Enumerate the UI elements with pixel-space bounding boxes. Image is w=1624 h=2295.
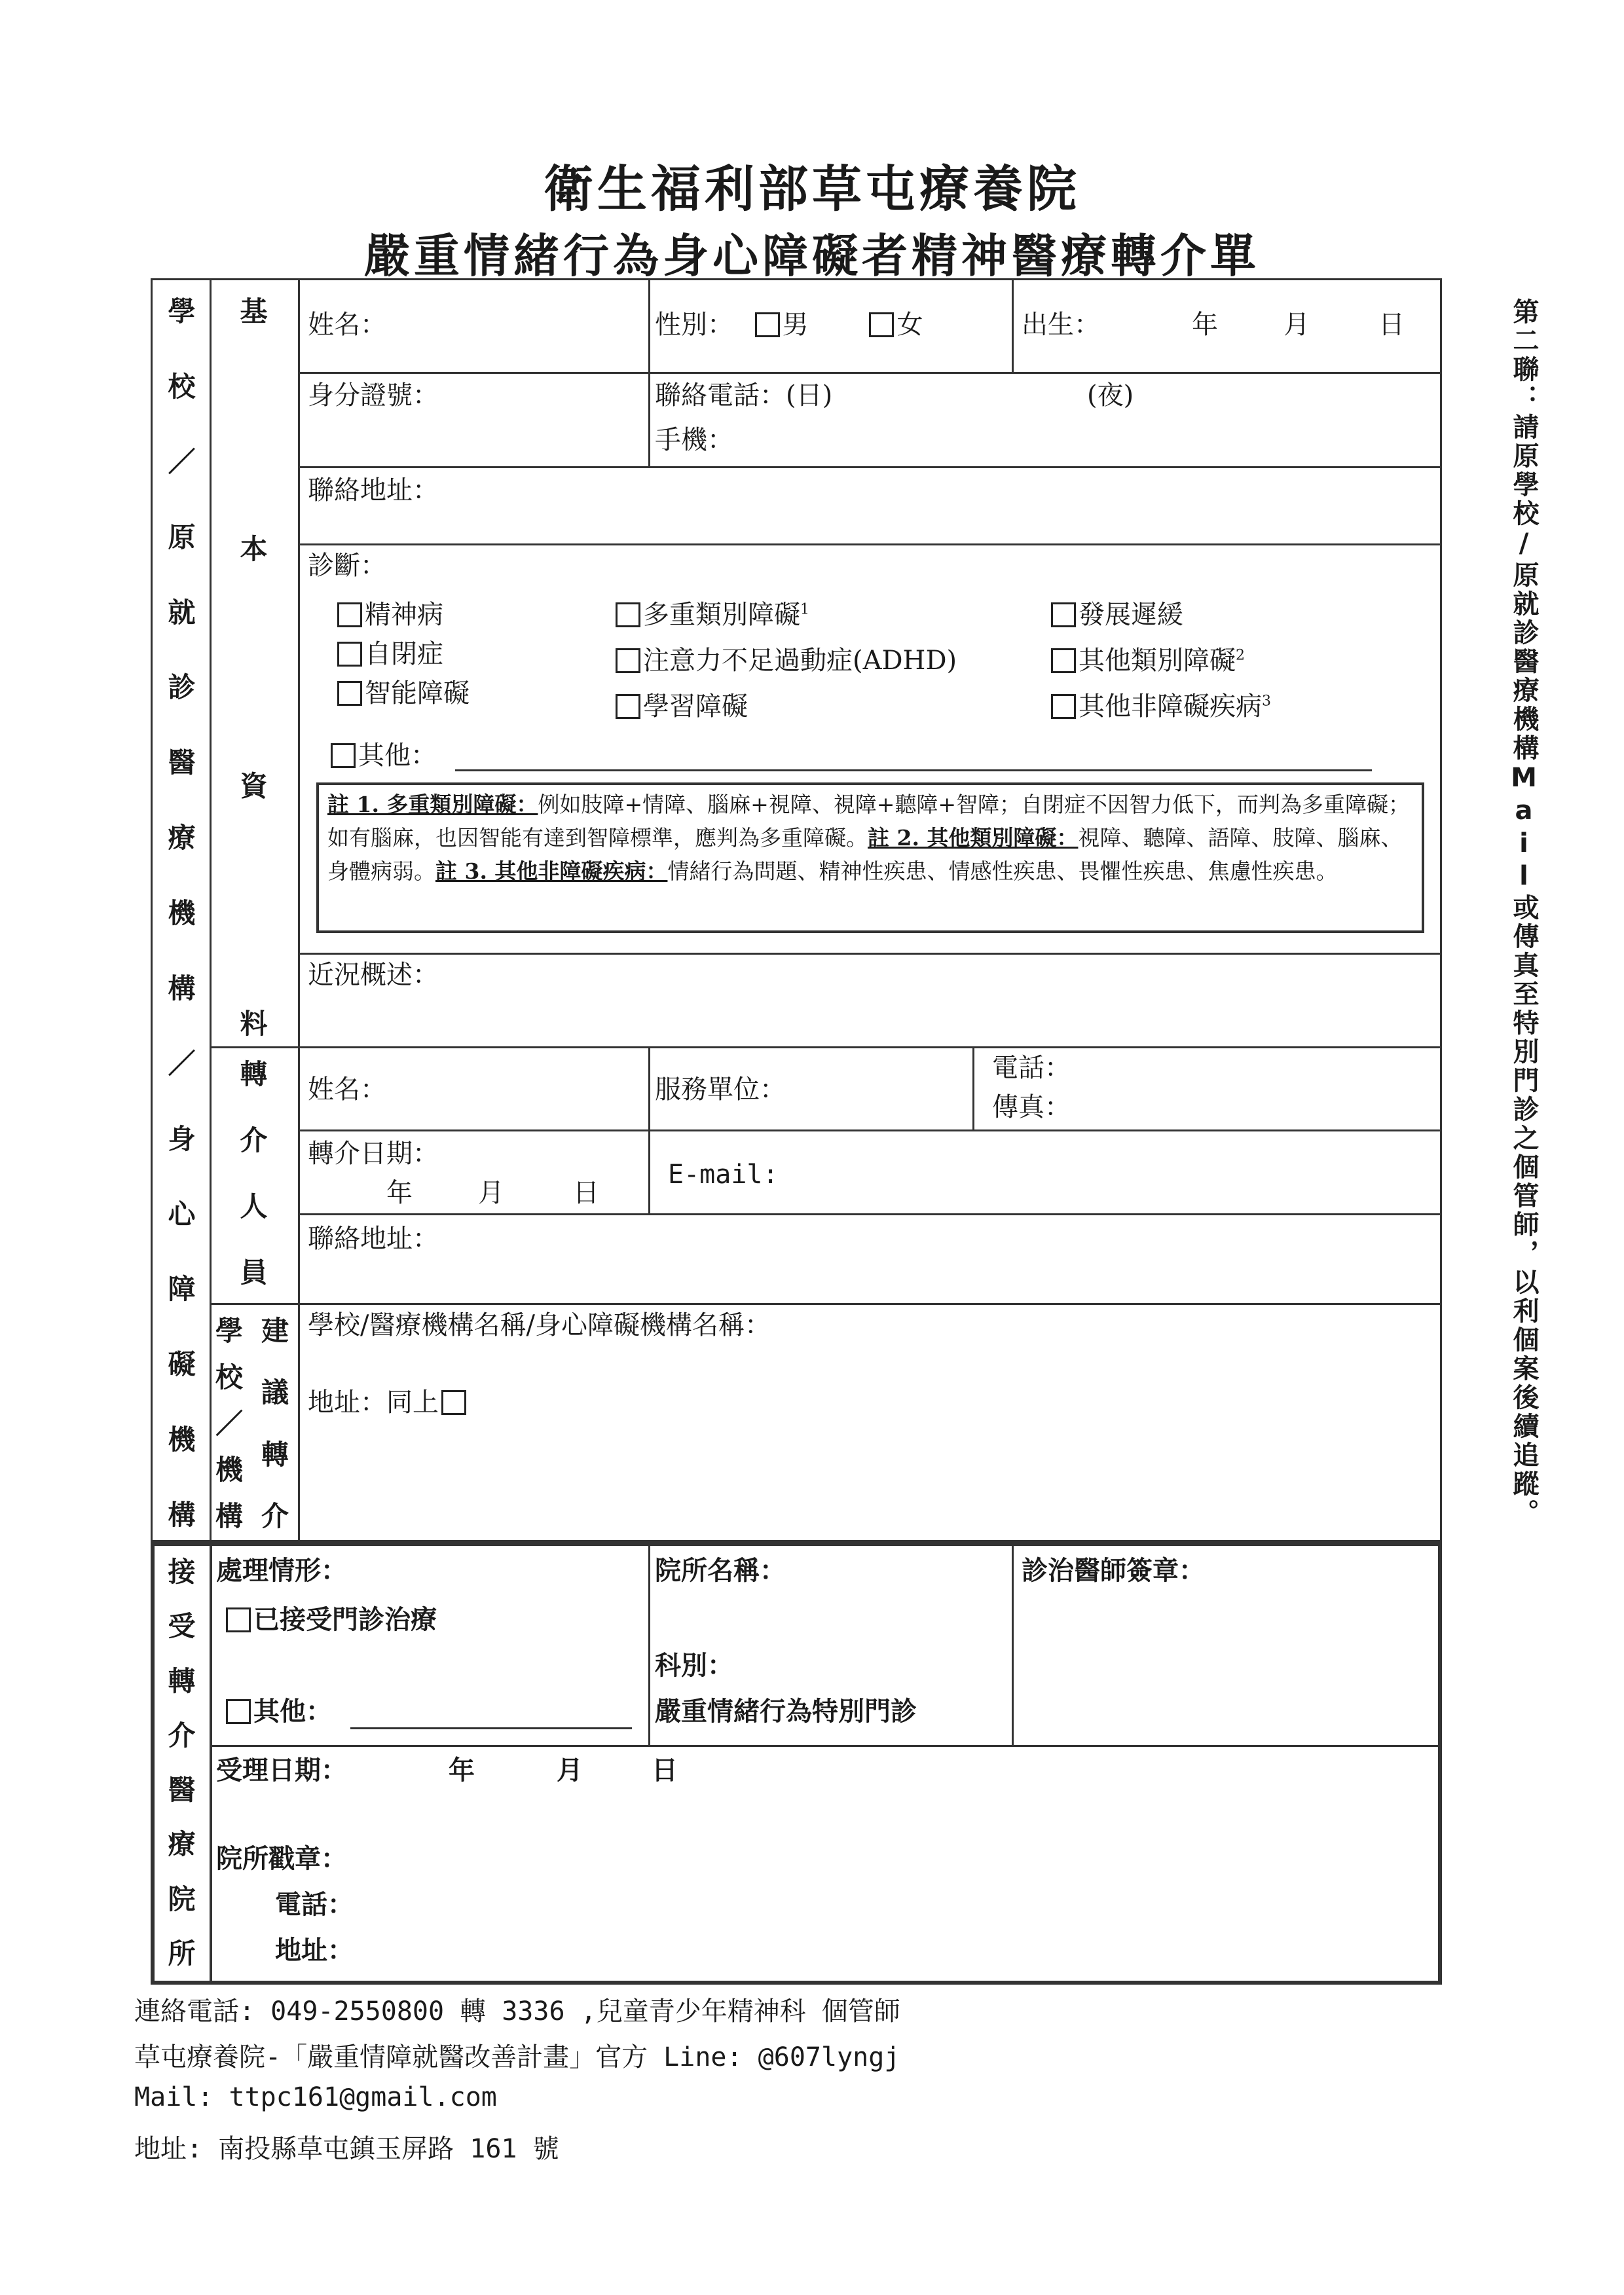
school-label-char: 校 [168, 370, 196, 403]
basic-label-char: 基 [240, 295, 268, 327]
footer-line: 草屯療養院-「嚴重情障就醫改善計畫」官方 Line: @607lyngj [134, 2042, 900, 2072]
male-label: 男 [782, 310, 809, 340]
dx-autism-checkbox[interactable] [337, 642, 362, 667]
dx-other-input-line[interactable] [455, 769, 1372, 771]
referral-day: 日 [573, 1178, 599, 1208]
hospital-name: 衛生福利部草屯療養院 [544, 160, 1080, 218]
basic-address-label: 聯絡地址： [308, 475, 439, 505]
referrer-label-char: 轉 [240, 1058, 268, 1090]
suggest-label-b-char: 介 [261, 1499, 289, 1532]
suggest-label-a-char: 學 [215, 1315, 243, 1347]
dx-delay-checkbox[interactable] [1051, 602, 1076, 627]
suggest-label-a-char: 構 [215, 1500, 243, 1532]
mobile-label: 手機： [655, 425, 733, 455]
school-label-char: 學 [168, 295, 196, 327]
receive-label-char: 接 [168, 1556, 196, 1588]
referral-date-label: 轉介日期： [308, 1139, 439, 1169]
female-checkbox[interactable] [869, 312, 894, 337]
receive-label-char: 院 [168, 1882, 196, 1915]
side-instruction: 第二聯：請原學校/原就診醫療機構Mail或傳真至特別門診之個管師，以利個案後續追蹤。 [1509, 298, 1539, 1528]
form-title: 嚴重情緒行為身心障礙者精神醫療轉介單 [364, 229, 1260, 283]
receive-label-char: 療 [168, 1828, 196, 1861]
school-label-char: 診 [168, 671, 196, 704]
id-number-label: 身分證號： [308, 380, 439, 411]
basic-label-char: 資 [240, 770, 268, 803]
school-label-char: 原 [168, 521, 196, 553]
school-label-char: 構 [168, 1499, 196, 1531]
dx-learning: 學習障礙 [616, 691, 748, 722]
dx-other: 其他： [331, 740, 437, 771]
phone-night-label: (夜) [1087, 380, 1134, 411]
hospital-name-label: 院所名稱： [655, 1556, 786, 1586]
accepted-checkbox[interactable] [226, 1607, 251, 1632]
section-label-receive [157, 1558, 206, 1968]
section-label-basic [226, 295, 282, 1040]
school-label-char: 構 [168, 972, 196, 1004]
receive-other-option: 其他： [226, 1696, 332, 1727]
hospital-tel-label: 電話： [275, 1890, 354, 1920]
suggest-label-b-char: 轉 [261, 1438, 289, 1471]
basic-label-char: 料 [240, 1007, 268, 1040]
referrer-name-label: 姓名： [308, 1074, 386, 1105]
receive-label-char: 醫 [168, 1774, 196, 1807]
dx-adhd-checkbox[interactable] [616, 648, 640, 673]
department-label: 科別： [655, 1651, 733, 1681]
dx-other-type: 其他類別障礙$^2$ [1051, 645, 1245, 676]
receive-label-char: 所 [168, 1937, 196, 1970]
receive-other-checkbox[interactable] [226, 1699, 251, 1724]
receive-day: 日 [652, 1755, 678, 1786]
school-label-char: 機 [168, 897, 196, 929]
school-label-char: 機 [168, 1423, 196, 1456]
dx-other-type-checkbox[interactable] [1051, 648, 1076, 673]
diagnosis-notes: 註 1. 多重類別障礙：例如肢障+情障、腦麻+視障、視障+聽障+智障；自閉症不因智力低下，而判為多重障礙；如有腦麻，也因智能有達到智障標準，應判為多重障礙。註 2. 其他類別障礙：視障、聽障、語障、肢障、腦麻、身體病弱。註 3. 其他非障礙疾病：情緒行為問題、精神性疾患、情感性疾患、畏懼性疾患、焦慮性疾患。 [327, 792, 1411, 885]
accepted-option: 已接受門診治療 [226, 1604, 437, 1636]
dx-autism: 自閉症 [337, 638, 443, 670]
dx-adhd: 注意力不足過動症(ADHD) [616, 645, 957, 676]
footer-contact: 連絡電話: 049-2550800 轉 3336 ,兒童青少年精神科 個管師 [134, 1996, 900, 2027]
footer-mail: Mail: ttpc161@gmail.com [134, 2082, 497, 2112]
school-label-char: 礙 [168, 1348, 196, 1381]
hospital-stamp-label: 院所戳章： [216, 1844, 347, 1874]
department-value: 嚴重情緒行為特別門診 [655, 1697, 917, 1727]
section-label-school [157, 295, 206, 1531]
dx-delay: 發展遲緩 [1051, 599, 1183, 631]
suggest-label-a-char: ／ [215, 1407, 243, 1440]
referrer-label-char: 人 [240, 1190, 268, 1222]
school-label-char: 就 [168, 596, 196, 629]
footer-address: 地址: 南投縣草屯鎮玉屏路 161 號 [134, 2134, 559, 2164]
school-label-char: 心 [168, 1198, 196, 1230]
referrer-email-label: E-mail: [668, 1160, 779, 1190]
suggest-label-a-char: 機 [215, 1454, 243, 1486]
receive-label-char: 受 [168, 1610, 196, 1643]
referrer-fax-label: 傳真： [992, 1092, 1071, 1122]
school-label-char: 療 [168, 822, 196, 854]
dx-psychosis-checkbox[interactable] [337, 602, 362, 627]
dx-other-non-checkbox[interactable] [1051, 694, 1076, 719]
gender-label: 性別： 男 女 [655, 310, 923, 340]
same-as-above-checkbox[interactable] [441, 1390, 466, 1415]
dx-multiple: 多重類別障礙$^1$ [616, 599, 809, 631]
dx-multiple-checkbox[interactable] [616, 602, 640, 627]
basic-label-char: 本 [240, 532, 268, 565]
suggest-label-a-char: 校 [215, 1361, 243, 1393]
referrer-unit-label: 服務單位： [655, 1074, 786, 1105]
receive-label-char: 轉 [168, 1664, 196, 1697]
dx-psychosis: 精神病 [337, 599, 443, 631]
referral-year: 年 [386, 1178, 413, 1208]
dx-learning-checkbox[interactable] [616, 694, 640, 719]
birth-month: 月 [1283, 310, 1310, 340]
school-label-char: 身 [168, 1122, 196, 1155]
female-label: 女 [896, 310, 923, 340]
referrer-address-label: 聯絡地址： [308, 1224, 439, 1254]
receive-month: 月 [557, 1755, 583, 1786]
birth-label: 出生： [1022, 310, 1100, 340]
receive-other-input-line[interactable] [350, 1727, 632, 1729]
school-label-char: ／ [168, 445, 196, 478]
phone-day-label: 聯絡電話：(日) [655, 380, 833, 411]
referral-month: 月 [478, 1178, 504, 1208]
doctor-signature-label: 診治醫師簽章： [1022, 1556, 1205, 1586]
male-checkbox[interactable] [755, 312, 780, 337]
referrer-tel-label: 電話： [992, 1053, 1071, 1083]
receive-label-char: 介 [168, 1719, 196, 1752]
dx-intellectual-checkbox[interactable] [337, 681, 362, 706]
basic-name-label: 姓名： [308, 310, 386, 340]
dx-intellectual: 智能障礙 [337, 678, 470, 709]
section-label-suggest-b [259, 1317, 291, 1530]
receive-date-label: 受理日期： [216, 1755, 347, 1786]
recent-status-label: 近況概述： [308, 960, 439, 990]
referrer-label-char: 員 [240, 1257, 268, 1289]
school-label-char: ／ [168, 1047, 196, 1080]
receive-year: 年 [449, 1755, 475, 1786]
school-label-char: 醫 [168, 746, 196, 779]
suggest-label-b-char: 議 [261, 1376, 289, 1409]
suggest-label-b-char: 建 [261, 1315, 289, 1347]
section-label-suggest-a [213, 1317, 246, 1530]
hospital-address-label: 地址： [275, 1936, 354, 1966]
dx-other-checkbox[interactable] [331, 743, 356, 768]
suggest-address-label: 地址：同上 [308, 1387, 469, 1418]
diagnosis-label: 診斷： [308, 551, 386, 581]
section-label-referrer [226, 1058, 282, 1289]
birth-year: 年 [1192, 310, 1218, 340]
birth-day: 日 [1378, 310, 1405, 340]
suggest-org-name-label: 學校/醫療機構名稱/身心障礙機構名稱： [308, 1310, 771, 1340]
referrer-label-char: 介 [240, 1124, 268, 1156]
dx-other-non: 其他非障礙疾病$^3$ [1051, 691, 1271, 722]
status-label: 處理情形： [216, 1556, 347, 1586]
school-label-char: 障 [168, 1273, 196, 1306]
